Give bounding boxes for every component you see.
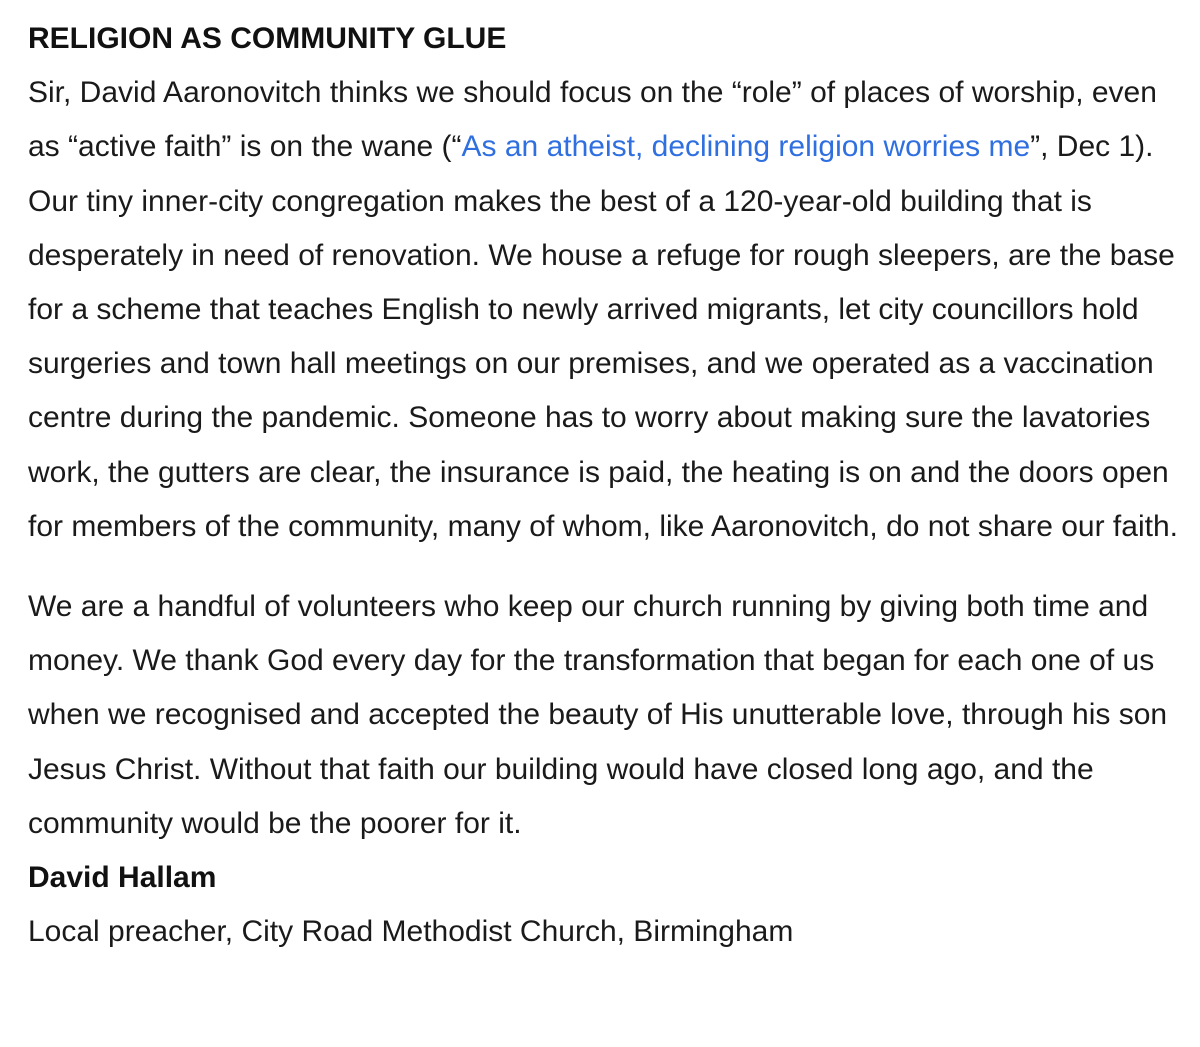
letter-paragraph-2: We are a handful of volunteers who keep our church running by giving both time and money. We thank God every day for the transformation that began for each one of us when we recognised and accepted the beauty of His unutterable love, through his son Jesus Christ. Without that faith our building would have closed long ago, and the community would be the poorer for it. bbox=[28, 590, 1168, 840]
paragraph-1-body: ”, Dec 1). Our tiny inner-city congregation makes the best of a 120-year-old building that is desperately in need of renovation. We house a refuge for rough sleepers, are the base for a scheme that teaches English to newly arrived migrants, let city councillors hold surgeries and town hall meetings on our premises, and we operated as a vaccination centre during the pandemic. Someone has to worry about making sure the lavatories work, the gutters are clear, the insurance is paid, the heating is on and the doors open for members of the community, many of whom, like Aaronovitch, do not share our faith. bbox=[28, 130, 1178, 543]
article-link[interactable]: As an atheist, declining religion worries me bbox=[461, 130, 1031, 164]
letter bbox=[28, 12, 1178, 959]
paragraph-1-intro: Sir, David Aaronovitch thinks we should focus on the “role” of places of worship, even as “active faith” is on the wane (“ bbox=[28, 76, 1157, 164]
author-affiliation: Local preacher, City Road Methodist Church, Birmingham bbox=[28, 915, 794, 949]
author-name: David Hallam bbox=[28, 861, 217, 895]
letter-paragraph-1 bbox=[28, 66, 1178, 554]
letter-headline: RELIGION AS COMMUNITY GLUE bbox=[28, 22, 507, 55]
